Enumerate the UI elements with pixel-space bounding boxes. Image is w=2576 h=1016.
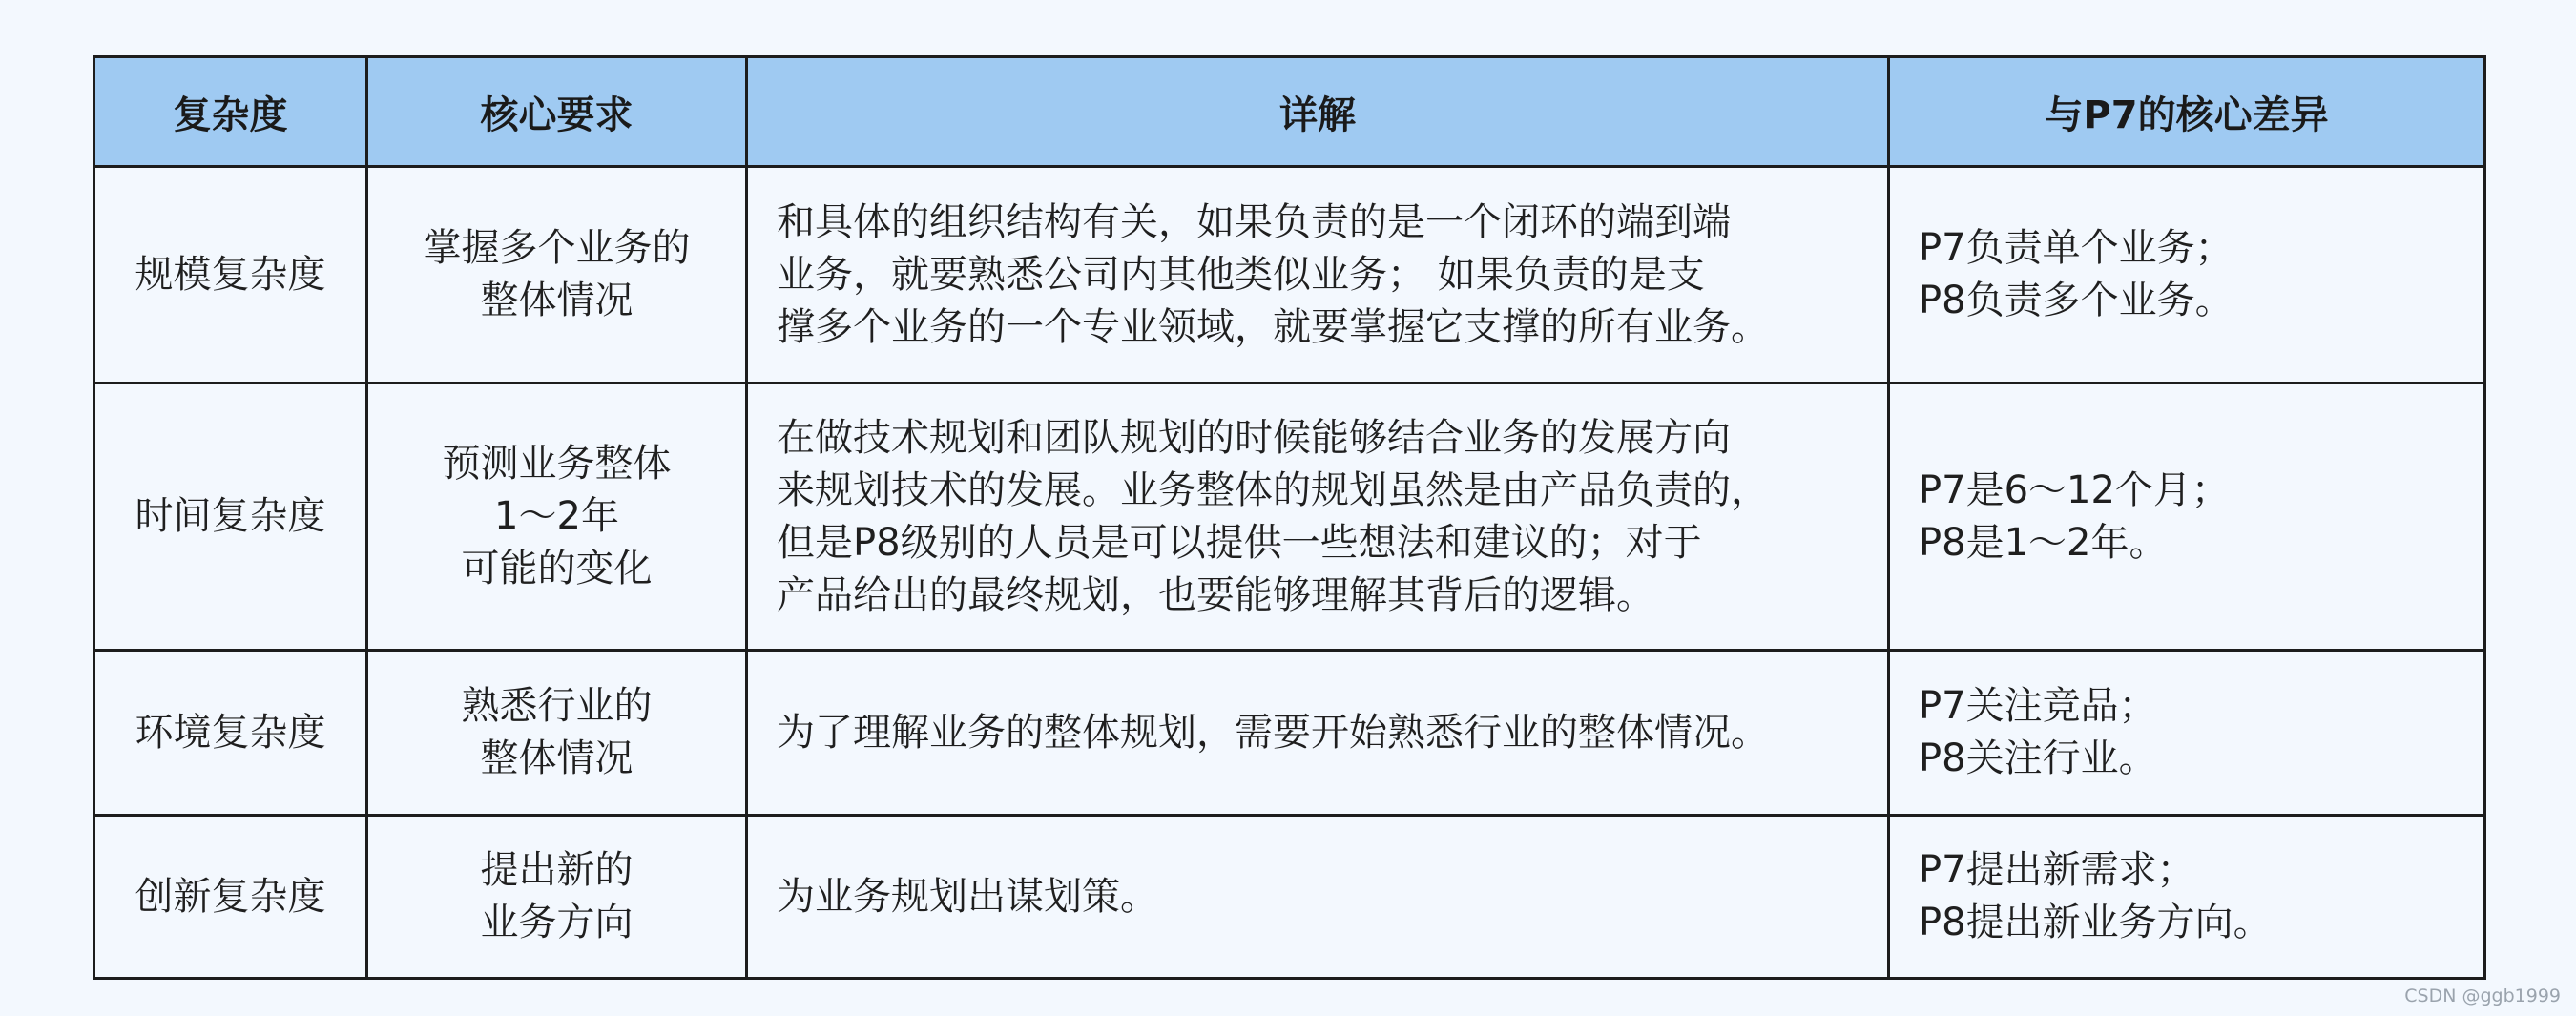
watermark-text: CSDN @ggb1999 — [2404, 985, 2561, 1006]
detail-line: 但是P8级别的人员是可以提供一些想法和建议的；对于 — [777, 520, 1702, 565]
cell-detail — [747, 651, 1889, 816]
cell-requirement — [367, 384, 747, 651]
difference-line: P8负责多个业务。 — [1919, 279, 2233, 322]
table-row — [94, 816, 2485, 979]
cell-requirement — [367, 816, 747, 979]
detail-line: 在做技术规划和团队规划的时候能够结合业务的发展方向 — [777, 415, 1731, 460]
detail-line: 来规划技术的发展。业务整体的规划虽然是由产品负责的， — [777, 467, 1769, 512]
cell-requirement — [367, 651, 747, 816]
cell-dimension: 创新复杂度 — [94, 816, 367, 979]
requirement-line: 熟悉行业的 — [461, 684, 653, 728]
cell-difference — [1889, 651, 2485, 816]
cell-requirement — [367, 167, 747, 384]
cell-dimension: 时间复杂度 — [94, 384, 367, 651]
cell-dimension: 规模复杂度 — [94, 167, 367, 384]
detail-line: 和具体的组织结构有关，如果负责的是一个闭环的端到端 — [777, 199, 1731, 244]
complexity-table-container — [93, 55, 2483, 980]
requirement-line: 整体情况 — [480, 736, 634, 780]
header-p7-difference: 与P7的核心差异 — [1889, 57, 2485, 167]
difference-line: P8是1～2年。 — [1919, 520, 2168, 565]
difference-line: P7负责单个业务； — [1919, 226, 2233, 270]
table-row — [94, 651, 2485, 816]
detail-line: 为了理解业务的整体规划，需要开始熟悉行业的整体情况。 — [777, 710, 1769, 755]
header-core-requirement: 核心要求 — [367, 57, 747, 167]
cell-detail — [747, 816, 1889, 979]
cell-dimension: 环境复杂度 — [94, 651, 367, 816]
header-detail: 详解 — [747, 57, 1889, 167]
complexity-table — [93, 55, 2486, 980]
requirement-line: 提出新的 — [480, 848, 634, 892]
table-row — [94, 167, 2485, 384]
cell-detail — [747, 167, 1889, 384]
header-complexity: 复杂度 — [94, 57, 367, 167]
requirement-line: 1～2年 — [494, 494, 619, 538]
difference-line: P8关注行业。 — [1919, 736, 2157, 780]
requirement-line: 预测业务整体 — [442, 442, 672, 486]
detail-line: 业务，就要熟悉公司内其他类似业务； 如果负责的是支 — [777, 252, 1705, 297]
requirement-line: 掌握多个业务的 — [423, 226, 691, 270]
cell-difference — [1889, 384, 2485, 651]
cell-difference — [1889, 167, 2485, 384]
detail-line: 为业务规划出谋划策。 — [777, 874, 1158, 919]
table-header-row — [94, 57, 2485, 167]
cell-detail — [747, 384, 1889, 651]
table-row — [94, 384, 2485, 651]
difference-line: P7是6～12个月； — [1919, 467, 2230, 512]
difference-line: P7关注竞品； — [1919, 684, 2157, 728]
requirement-line: 业务方向 — [480, 901, 634, 944]
detail-line: 撑多个业务的一个专业领域，就要掌握它支撑的所有业务。 — [777, 304, 1769, 349]
difference-line: P8提出新业务方向。 — [1919, 901, 2272, 944]
cell-difference — [1889, 816, 2485, 979]
requirement-line: 整体情况 — [480, 279, 634, 322]
detail-line: 产品给出的最终规划，也要能够理解其背后的逻辑。 — [777, 572, 1654, 617]
difference-line: P7提出新需求； — [1919, 848, 2195, 892]
requirement-line: 可能的变化 — [461, 547, 653, 591]
